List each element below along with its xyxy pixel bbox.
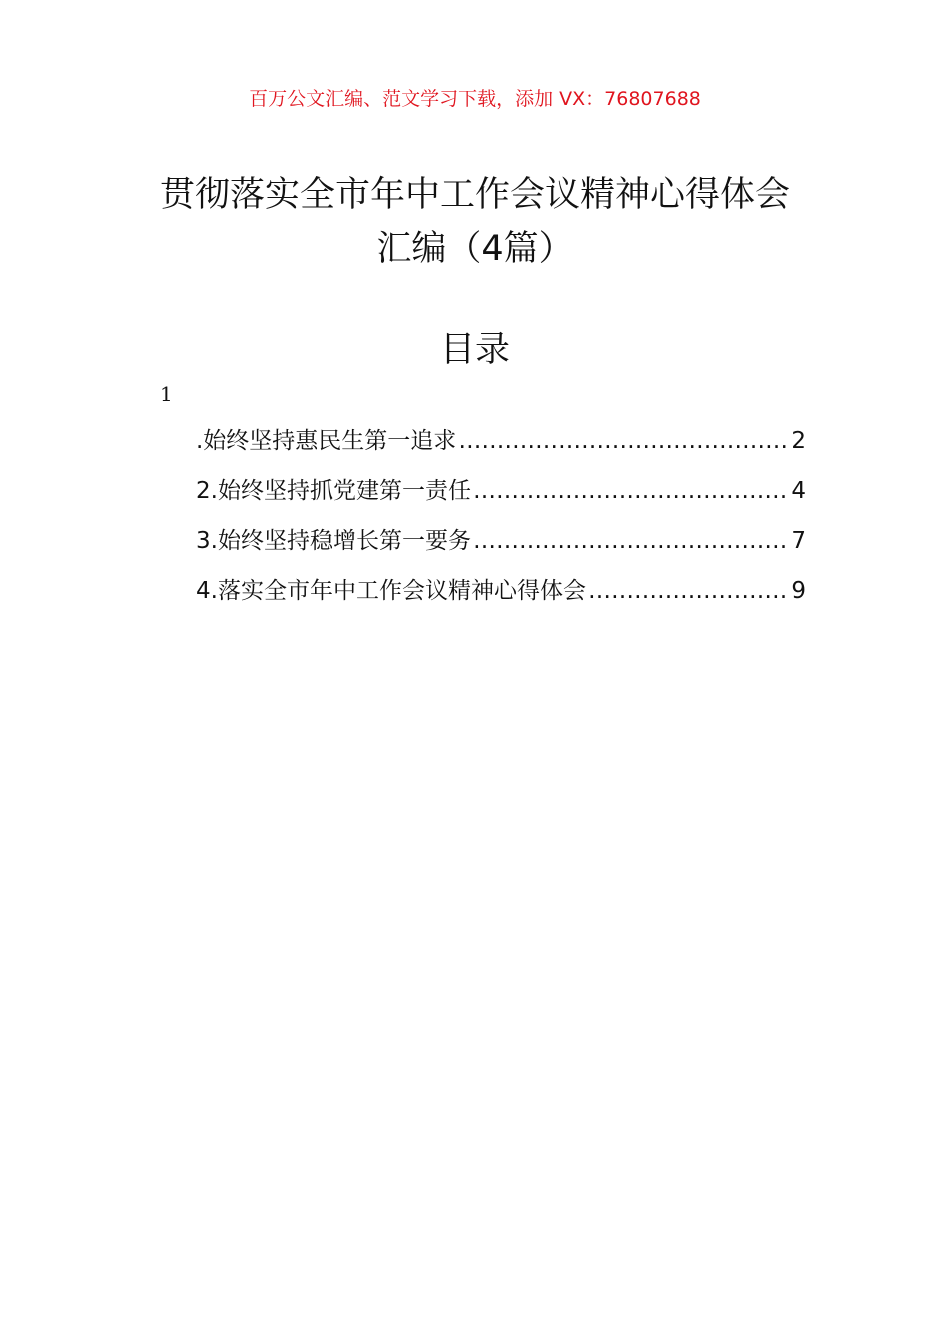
table-of-contents: [196, 422, 806, 622]
toc-leader-dots: [473, 528, 789, 554]
toc-entry-label: .始终坚持惠民生第一追求: [196, 428, 457, 454]
toc-entry-page: 7: [791, 528, 806, 554]
document-title-line-2: 汇编（4篇）: [376, 229, 574, 269]
document-title-line-1: 贯彻落实全市年中工作会议精神心得体会: [159, 175, 790, 215]
toc-heading: 目录: [439, 330, 510, 370]
toc-entry-3[interactable]: [196, 522, 806, 572]
toc-entry-label: 2.始终坚持抓党建第一责任: [196, 478, 471, 504]
document-title: [120, 168, 830, 276]
toc-leader-dots: [473, 478, 789, 504]
toc-entry-label: 3.始终坚持稳增长第一要务: [196, 528, 471, 554]
toc-leader-dots: [588, 578, 789, 604]
header-promo-note: 百万公文汇编、范文学习下载，添加 VX：76807688: [249, 88, 701, 110]
toc-entry-label: 4.落实全市年中工作会议精神心得体会: [196, 578, 586, 604]
stray-list-number: 1: [160, 382, 173, 406]
toc-entry-page: 9: [791, 578, 806, 604]
toc-entry-1[interactable]: [196, 422, 806, 472]
toc-entry-4[interactable]: [196, 572, 806, 622]
toc-leader-dots: [458, 428, 789, 454]
toc-entry-2[interactable]: [196, 472, 806, 522]
toc-entry-page: 2: [791, 428, 806, 454]
toc-entry-page: 4: [791, 478, 806, 504]
